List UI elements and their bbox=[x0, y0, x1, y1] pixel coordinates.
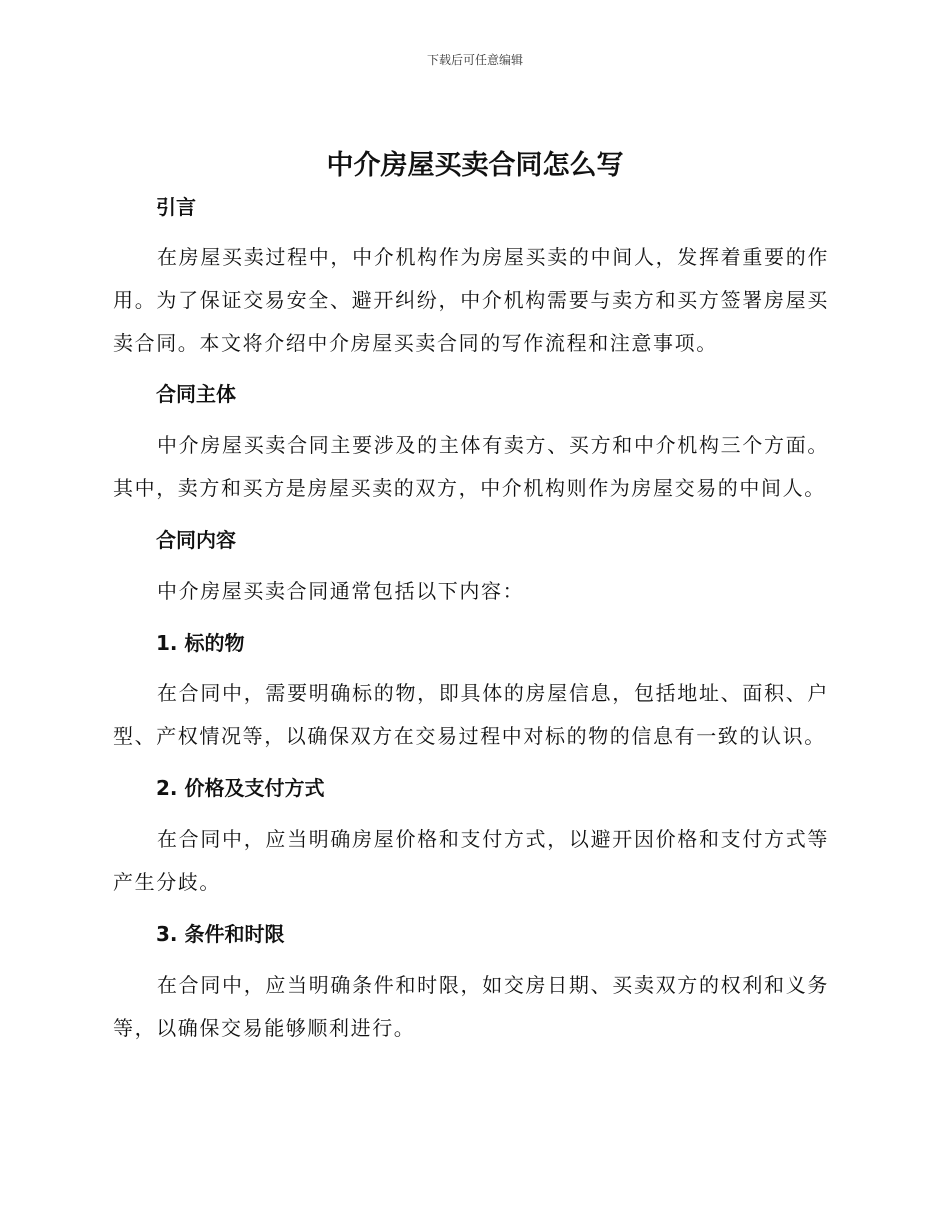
document-title: 中介房屋买卖合同怎么写 bbox=[326, 150, 624, 181]
section-heading-contract-content: 合同内容 bbox=[156, 528, 236, 552]
section-heading-subject-matter: 1. 标的物 bbox=[156, 631, 245, 655]
section-heading-introduction: 引言 bbox=[156, 195, 196, 219]
section-paragraph-subject-matter: 在合同中，需要明确标的物，即具体的房屋信息，包括地址、面积、户型、产权情况等，以确保双方在交易过程中对标的物的信息有一致的认识。 bbox=[113, 681, 829, 748]
section-heading-price-payment: 2. 价格及支付方式 bbox=[156, 776, 325, 800]
section-paragraph-contract-content: 中介房屋买卖合同通常包括以下内容： bbox=[157, 579, 525, 603]
section-paragraph-conditions-deadlines: 在合同中，应当明确条件和时限，如交房日期、买卖双方的权利和义务等，以确保交易能够顺利进行。 bbox=[113, 973, 829, 1040]
page-header-note: 下载后可任意编辑 bbox=[426, 53, 523, 67]
section-heading-contract-parties: 合同主体 bbox=[156, 382, 236, 406]
section-heading-conditions-deadlines: 3. 条件和时限 bbox=[156, 922, 285, 946]
section-paragraph-price-payment: 在合同中，应当明确房屋价格和支付方式，以避开因价格和支付方式等产生分歧。 bbox=[113, 827, 829, 894]
section-paragraph-introduction: 在房屋买卖过程中，中介机构作为房屋买卖的中间人，发挥着重要的作用。为了保证交易安全、避开纠纷，中介机构需要与卖方和买方签署房屋买卖合同。本文将介绍中介房屋买卖合同的写作流程和注意事项。 bbox=[113, 245, 829, 355]
section-paragraph-contract-parties: 中介房屋买卖合同主要涉及的主体有卖方、买方和中介机构三个方面。其中，卖方和买方是房屋买卖的双方，中介机构则作为房屋交易的中间人。 bbox=[113, 433, 829, 500]
